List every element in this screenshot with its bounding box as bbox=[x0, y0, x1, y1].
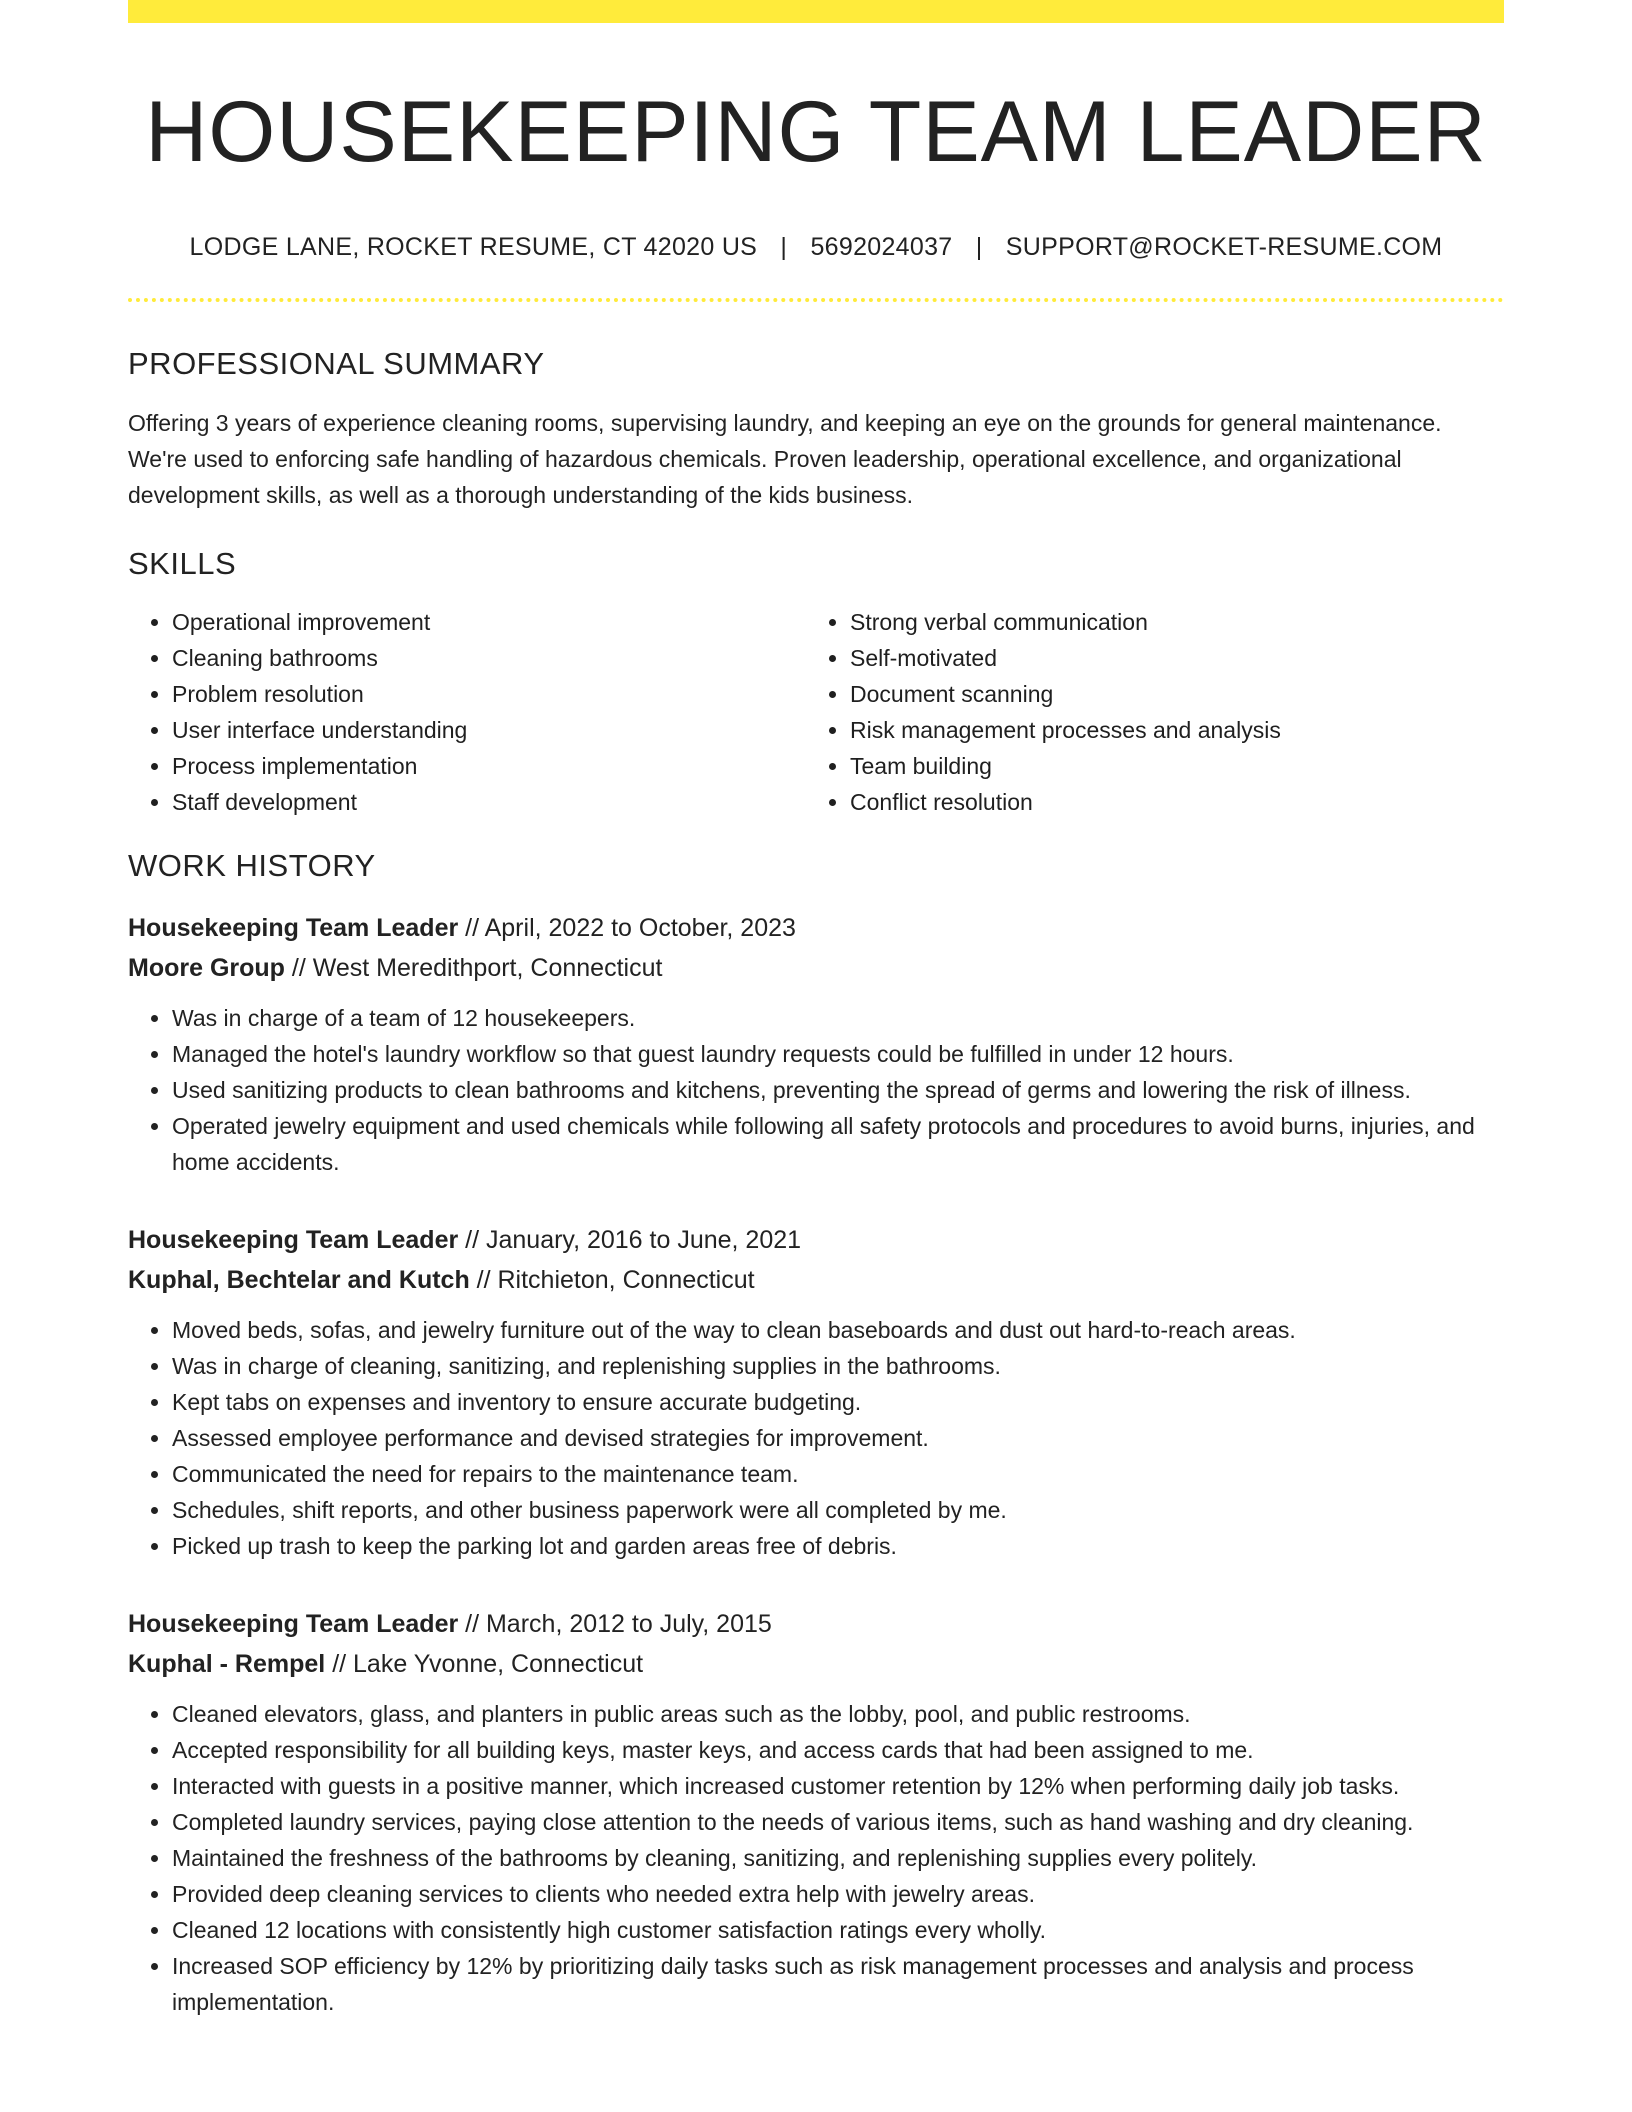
job-entry bbox=[128, 1604, 1504, 2020]
job-bullet: • Completed laundry services, paying close attention to the needs of various items, such as hand washing and dry cleaning. bbox=[172, 1804, 1504, 1840]
job-bullet: • Interacted with guests in a positive manner, which increased customer retention by 12% when performing daily job tasks. bbox=[172, 1768, 1504, 1804]
job-bullets bbox=[128, 1312, 1504, 1564]
skill-item: • Strong verbal communication bbox=[850, 604, 1484, 640]
job-dates: // April, 2022 to October, 2023 bbox=[458, 914, 796, 943]
job-entry bbox=[128, 908, 1504, 1180]
job-role: Housekeeping Team Leader bbox=[128, 1226, 459, 1255]
skill-item: • Process implementation bbox=[172, 748, 806, 784]
job-bullet: • Accepted responsibility for all building keys, master keys, and access cards that had been assigned to me. bbox=[172, 1732, 1504, 1768]
job-role-line bbox=[128, 1604, 1504, 1644]
job-company: Kuphal, Bechtelar and Kutch bbox=[128, 1266, 470, 1295]
skill-item: • Team building bbox=[850, 748, 1484, 784]
job-company: Kuphal - Rempel bbox=[128, 1650, 326, 1679]
contact-info bbox=[128, 233, 1504, 262]
job-company: Moore Group bbox=[128, 954, 285, 983]
skill-item: • User interface understanding bbox=[172, 712, 806, 748]
contact-address: LODGE LANE, ROCKET RESUME, CT 42020 US bbox=[189, 233, 758, 262]
skills-grid bbox=[128, 604, 1504, 820]
job-company-line bbox=[128, 1644, 1504, 1684]
job-bullet: • Was in charge of a team of 12 housekeepers. bbox=[172, 1000, 1504, 1036]
job-bullet: • Used sanitizing products to clean bathrooms and kitchens, preventing the spread of germs and lowering the risk of illness. bbox=[172, 1072, 1504, 1108]
skill-item: • Problem resolution bbox=[172, 676, 806, 712]
accent-top-bar bbox=[128, 0, 1504, 23]
job-bullet: • Was in charge of cleaning, sanitizing, and replenishing supplies in the bathrooms. bbox=[172, 1348, 1504, 1384]
contact-email: SUPPORT@ROCKET-RESUME.COM bbox=[1005, 233, 1443, 262]
resume-title: HOUSEKEEPING TEAM LEADER bbox=[145, 84, 1487, 180]
skill-item: • Risk management processes and analysis bbox=[850, 712, 1484, 748]
job-entry bbox=[128, 1220, 1504, 1564]
skill-item: • Conflict resolution bbox=[850, 784, 1484, 820]
job-location: // Ritchieton, Connecticut bbox=[469, 1266, 755, 1295]
job-bullet: • Provided deep cleaning services to clients who needed extra help with jewelry areas. bbox=[172, 1876, 1504, 1912]
job-location: // West Meredithport, Connecticut bbox=[284, 954, 663, 983]
job-role: Housekeeping Team Leader bbox=[128, 1610, 459, 1639]
skill-item: • Self-motivated bbox=[850, 640, 1484, 676]
job-dates: // January, 2016 to June, 2021 bbox=[458, 1226, 802, 1255]
contact-separator: | bbox=[780, 233, 788, 262]
job-bullet: • Assessed employee performance and devised strategies for improvement. bbox=[172, 1420, 1504, 1456]
job-bullet: • Cleaned 12 locations with consistently high customer satisfaction ratings every wholly. bbox=[172, 1912, 1504, 1948]
job-bullet: • Increased SOP efficiency by 12% by prioritizing daily tasks such as risk management processes and analysis and process implementation. bbox=[172, 1948, 1504, 2020]
job-bullet: • Managed the hotel's laundry workflow so that guest laundry requests could be fulfilled in under 12 hours. bbox=[172, 1036, 1504, 1072]
job-location: // Lake Yvonne, Connecticut bbox=[325, 1650, 644, 1679]
summary-text: Offering 3 years of experience cleaning rooms, supervising laundry, and keeping an eye on the grounds for general maintenance. We're used to enforcing safe handling of hazardous chemicals. Proven leadership, operational excellence, and organizational development skills, as well as a thorough understanding of the kids business. bbox=[128, 410, 1442, 509]
job-bullets bbox=[128, 1696, 1504, 2020]
dotted-divider bbox=[128, 298, 1504, 302]
skills-heading: SKILLS bbox=[128, 546, 237, 582]
job-bullet: • Schedules, shift reports, and other business paperwork were all completed by me. bbox=[172, 1492, 1504, 1528]
summary-heading: PROFESSIONAL SUMMARY bbox=[128, 346, 545, 382]
job-role: Housekeeping Team Leader bbox=[128, 914, 459, 943]
job-bullet: • Maintained the freshness of the bathrooms by cleaning, sanitizing, and replenishing supplies every politely. bbox=[172, 1840, 1504, 1876]
job-role-line bbox=[128, 1220, 1504, 1260]
job-role-line bbox=[128, 908, 1504, 948]
skill-item: • Operational improvement bbox=[172, 604, 806, 640]
job-bullet: • Kept tabs on expenses and inventory to ensure accurate budgeting. bbox=[172, 1384, 1504, 1420]
job-bullet: • Picked up trash to keep the parking lot and garden areas free of debris. bbox=[172, 1528, 1504, 1564]
job-bullet: • Operated jewelry equipment and used chemicals while following all safety protocols and procedures to avoid burns, injuries, and home accidents. bbox=[172, 1108, 1504, 1180]
skills-column-left bbox=[128, 604, 806, 820]
contact-separator: | bbox=[975, 233, 983, 262]
skill-item: • Document scanning bbox=[850, 676, 1484, 712]
skill-item: • Cleaning bathrooms bbox=[172, 640, 806, 676]
job-company-line bbox=[128, 948, 1504, 988]
job-bullet: • Cleaned elevators, glass, and planters in public areas such as the lobby, pool, and public restrooms. bbox=[172, 1696, 1504, 1732]
job-dates: // March, 2012 to July, 2015 bbox=[458, 1610, 772, 1639]
job-bullet: • Communicated the need for repairs to the maintenance team. bbox=[172, 1456, 1504, 1492]
skills-column-right bbox=[806, 604, 1484, 820]
job-bullet: • Moved beds, sofas, and jewelry furniture out of the way to clean baseboards and dust out hard-to-reach areas. bbox=[172, 1312, 1504, 1348]
contact-phone: 5692024037 bbox=[810, 233, 953, 262]
work-history-heading: WORK HISTORY bbox=[128, 848, 376, 884]
job-company-line bbox=[128, 1260, 1504, 1300]
skill-item: • Staff development bbox=[172, 784, 806, 820]
job-bullets bbox=[128, 1000, 1504, 1180]
resume-page bbox=[128, 0, 1504, 2020]
